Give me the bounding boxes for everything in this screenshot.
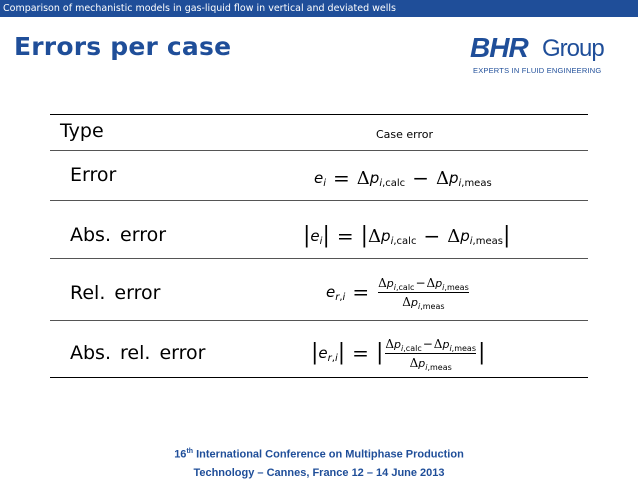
formula-rel-error: e r,i = Δ p i,calc − Δ p i,meas Δ p i,meas <box>326 276 469 311</box>
column-header-case-error: Case error <box>376 128 434 141</box>
formula-abs-error: | e i | = | Δ p i,calc − Δ p i,meas | <box>303 223 511 248</box>
formula-error: e i = Δ p i,calc − Δ p i,meas <box>314 166 492 190</box>
row-divider <box>50 320 588 321</box>
footer-line-1: 16th International Conference on Multiphase Production <box>174 448 464 461</box>
formula-abs-rel-error: | e r,i | = | Δ p i,calc − Δ p i,meas Δ p i,meas | <box>311 337 486 372</box>
row-label-error: Error <box>70 164 117 186</box>
bhr-group-logo <box>470 33 610 78</box>
header-rule <box>50 150 588 151</box>
running-header: Comparison of mechanistic models in gas-liquid flow in vertical and deviated wells <box>0 0 638 17</box>
logo-tagline: EXPERTS IN FLUID ENGINEERING <box>473 66 602 75</box>
logo-group-text: Group <box>542 35 604 62</box>
column-header-type: Type <box>60 120 104 142</box>
row-divider <box>50 200 588 201</box>
conference-footer <box>0 443 638 482</box>
row-label-abs-error: Abs. error <box>70 224 167 246</box>
footer-line-2: Technology – Cannes, France 12 – 14 June 2013 <box>193 466 445 479</box>
row-label-abs-rel-error: Abs. rel. error <box>70 342 206 364</box>
row-label-rel-error: Rel. error <box>70 282 161 304</box>
table-bottom-rule <box>50 377 588 378</box>
slide-title: Errors per case <box>14 32 232 61</box>
logo-bhr-text: BHR <box>470 32 528 63</box>
fraction: Δ p i,calc − Δ p i,meas Δ p i,meas <box>385 337 476 372</box>
table-top-rule <box>50 114 588 115</box>
fraction: Δ p i,calc − Δ p i,meas Δ p i,meas <box>378 276 469 311</box>
row-divider <box>50 258 588 259</box>
